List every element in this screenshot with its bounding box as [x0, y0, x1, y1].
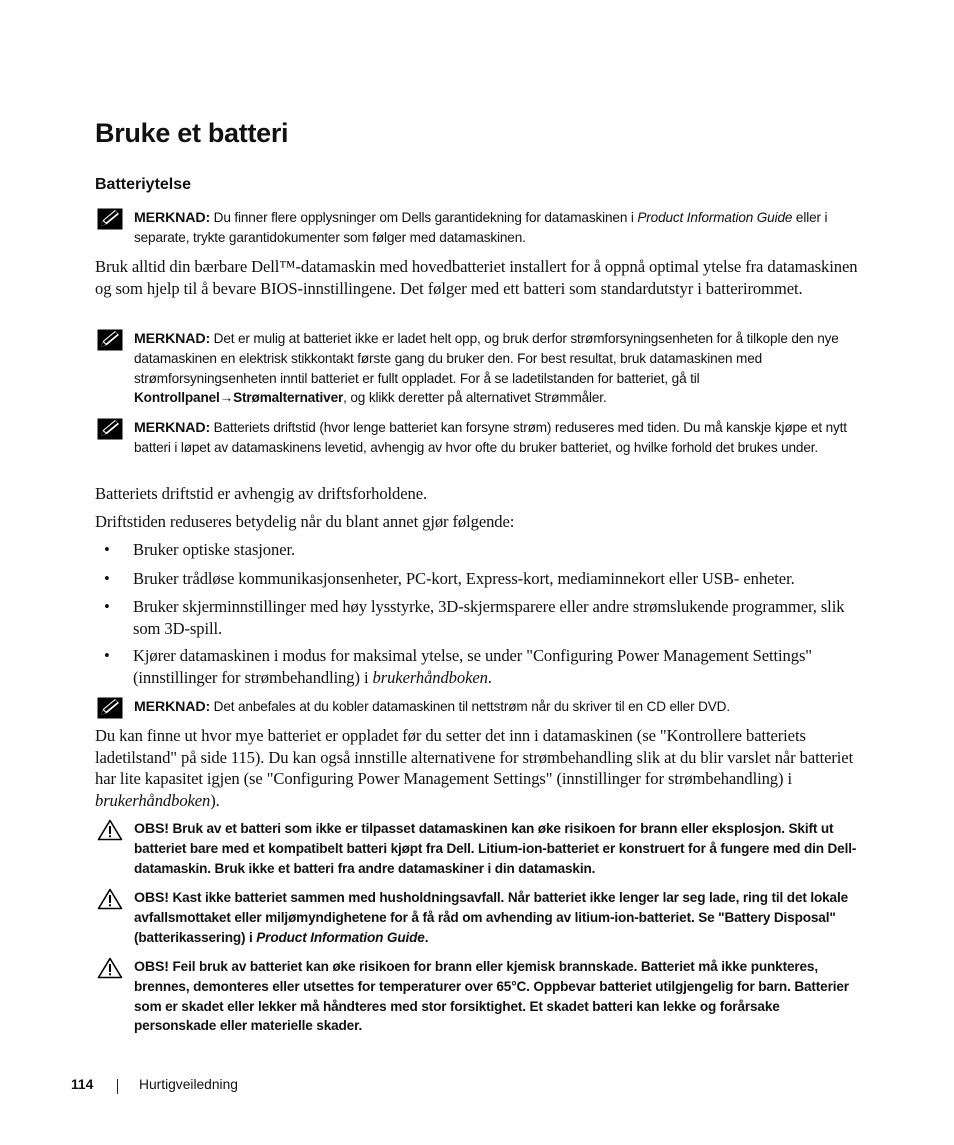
- note-battery-life: MERKNAD: Batteriets driftstid (hvor lenge batteriet kan forsyne strøm) reduseres med tiden. Du må kanskje kjøpe et nytt batteri i løpet av datamaskinens levetid, avhengig av hvor ofte du bruker batteriet, og hvilke forhold det brukes under.: [95, 418, 857, 458]
- list-item: • Kjører datamaskinen i modus for maksimal ytelse, se under "Configuring Power Management Settings" (innstillinger for strømbehandling) i brukerhåndboken.: [104, 646, 812, 687]
- note-pencil-icon: [97, 697, 123, 719]
- bullet-icon: •: [104, 569, 110, 588]
- list-item: • Bruker skjerminnstillinger med høy lysstyrke, 3D-skjermsparere eller andre strømslukende programmer, slik som 3D-spill.: [104, 597, 845, 638]
- bullet-icon: •: [104, 540, 110, 559]
- bullet-icon: •: [104, 646, 110, 665]
- note-pencil-icon: [97, 418, 123, 440]
- warning-triangle-icon: [97, 888, 123, 910]
- note-label: MERKNAD:: [134, 331, 211, 347]
- note-label: MERKNAD:: [134, 420, 211, 436]
- list-item: • Bruker trådløse kommunikasjonsenheter, PC-kort, Express-kort, mediaminnekort eller USB- enheter.: [104, 569, 795, 588]
- warning-triangle-icon: [97, 819, 123, 841]
- note-label: MERKNAD:: [134, 210, 211, 226]
- caution-label: OBS!: [134, 959, 169, 975]
- bullet-icon: •: [104, 597, 110, 616]
- paragraph-runtime: Batteriets driftstid er avhengig av driftsforholdene.: [95, 484, 428, 503]
- caution-disposal: OBS! Kast ikke batteriet sammen med husholdningsavfall. Når batteriet ikke lenger lar seg lade, ring til det lokale avfallsmottaket eller miljømyndighetene for å få råd om avhending av litium-ion-batteriet. Se "Battery Disposal" (batterikassering) i Product Information Guide.: [95, 888, 857, 947]
- caution-misuse: OBS! Feil bruk av batteriet kan øke risikoen for brann eller kjemisk brannskade. Batteriet må ikke punkteres, brennes, demonteres eller utsettes for temperaturer over 65°C. Oppbevar batteriet utilgjengelig for barn. Batterier som er skadet eller lekker må håndteres med stor forsiktighet. Et skadet batteri kan lekke og forårsake personskade eller materielle skader.: [95, 957, 857, 1035]
- note-cd-dvd: MERKNAD: Det anbefales at du kobler datamaskinen til nettstrøm når du skriver til en CD eller DVD.: [95, 697, 857, 717]
- caution-label: OBS!: [134, 890, 169, 906]
- note-pencil-icon: [97, 329, 123, 351]
- footer-doc-title: Hurtigveiledning: [139, 1077, 238, 1092]
- page-footer: [71, 1077, 238, 1092]
- paragraph-charge-status: Du kan finne ut hvor mye batteriet er oppladet før du setter det inn i datamaskinen (se "Kontrollere batteriets ladetilstand" på side 115). Du kan også innstille alternativene for strømbehandling slik at du blir varslet når batteriet har lite kapasitet igjen (se "Configuring Power Management Settings" (innstillinger for strømbehandling) i brukerhåndboken).: [95, 726, 854, 810]
- list-item: • Bruker optiske stasjoner.: [104, 540, 296, 559]
- footer-divider: [117, 1079, 118, 1094]
- note-label: MERKNAD:: [134, 699, 211, 715]
- section-title: Batteriytelse: [95, 176, 192, 193]
- note-charging: MERKNAD: Det er mulig at batteriet ikke er ladet helt opp, og bruk derfor strømforsyningsenheten for å tilkople den nye datamaskinen en elektrisk stikkontakt første gang du bruker den. For best resultat, bruk datamaskinen med strømforsyningsenheten inntil batteriet er fullt oppladet. For å se ladetilstanden for batteriet, gå til Kontrollpanel→Strømalternativer, og klikk deretter på alternativet Strømmåler.: [95, 329, 857, 407]
- paragraph-runtime-reduced: Driftstiden reduseres betydelig når du blant annet gjør følgende:: [95, 512, 515, 531]
- note-warranty: MERKNAD: Du finner flere opplysninger om Dells garantidekning for datamaskinen i Product Information Guide eller i separate, trykte garantidokumenter som følger med datamaskinen.: [95, 208, 857, 248]
- paragraph-battery-intro: Bruk alltid din bærbare Dell™-datamaskin med hovedbatteriet installert for å oppnå optimal ytelse fra datamaskinen og som hjelp til å bevare BIOS-innstillingene. Det følger med ett batteri som standardutstyr i batterirommet.: [95, 257, 858, 298]
- page-title: Bruke et batteri: [95, 118, 289, 148]
- caution-label: OBS!: [134, 821, 169, 837]
- warning-triangle-icon: [97, 957, 123, 979]
- note-pencil-icon: [97, 208, 123, 230]
- caution-incompatible-battery: OBS! Bruk av et batteri som ikke er tilpasset datamaskinen kan øke risikoen for brann eller eksplosjon. Skift ut batteriet bare med et kompatibelt batteri kjøpt fra Dell. Litium-ion-batteriet er konstruert for å fungere med din Dell-datamaskin. Bruk ikke et batteri fra andre datamaskiner i din datamaskin.: [95, 819, 857, 878]
- page-number: 114: [71, 1077, 94, 1092]
